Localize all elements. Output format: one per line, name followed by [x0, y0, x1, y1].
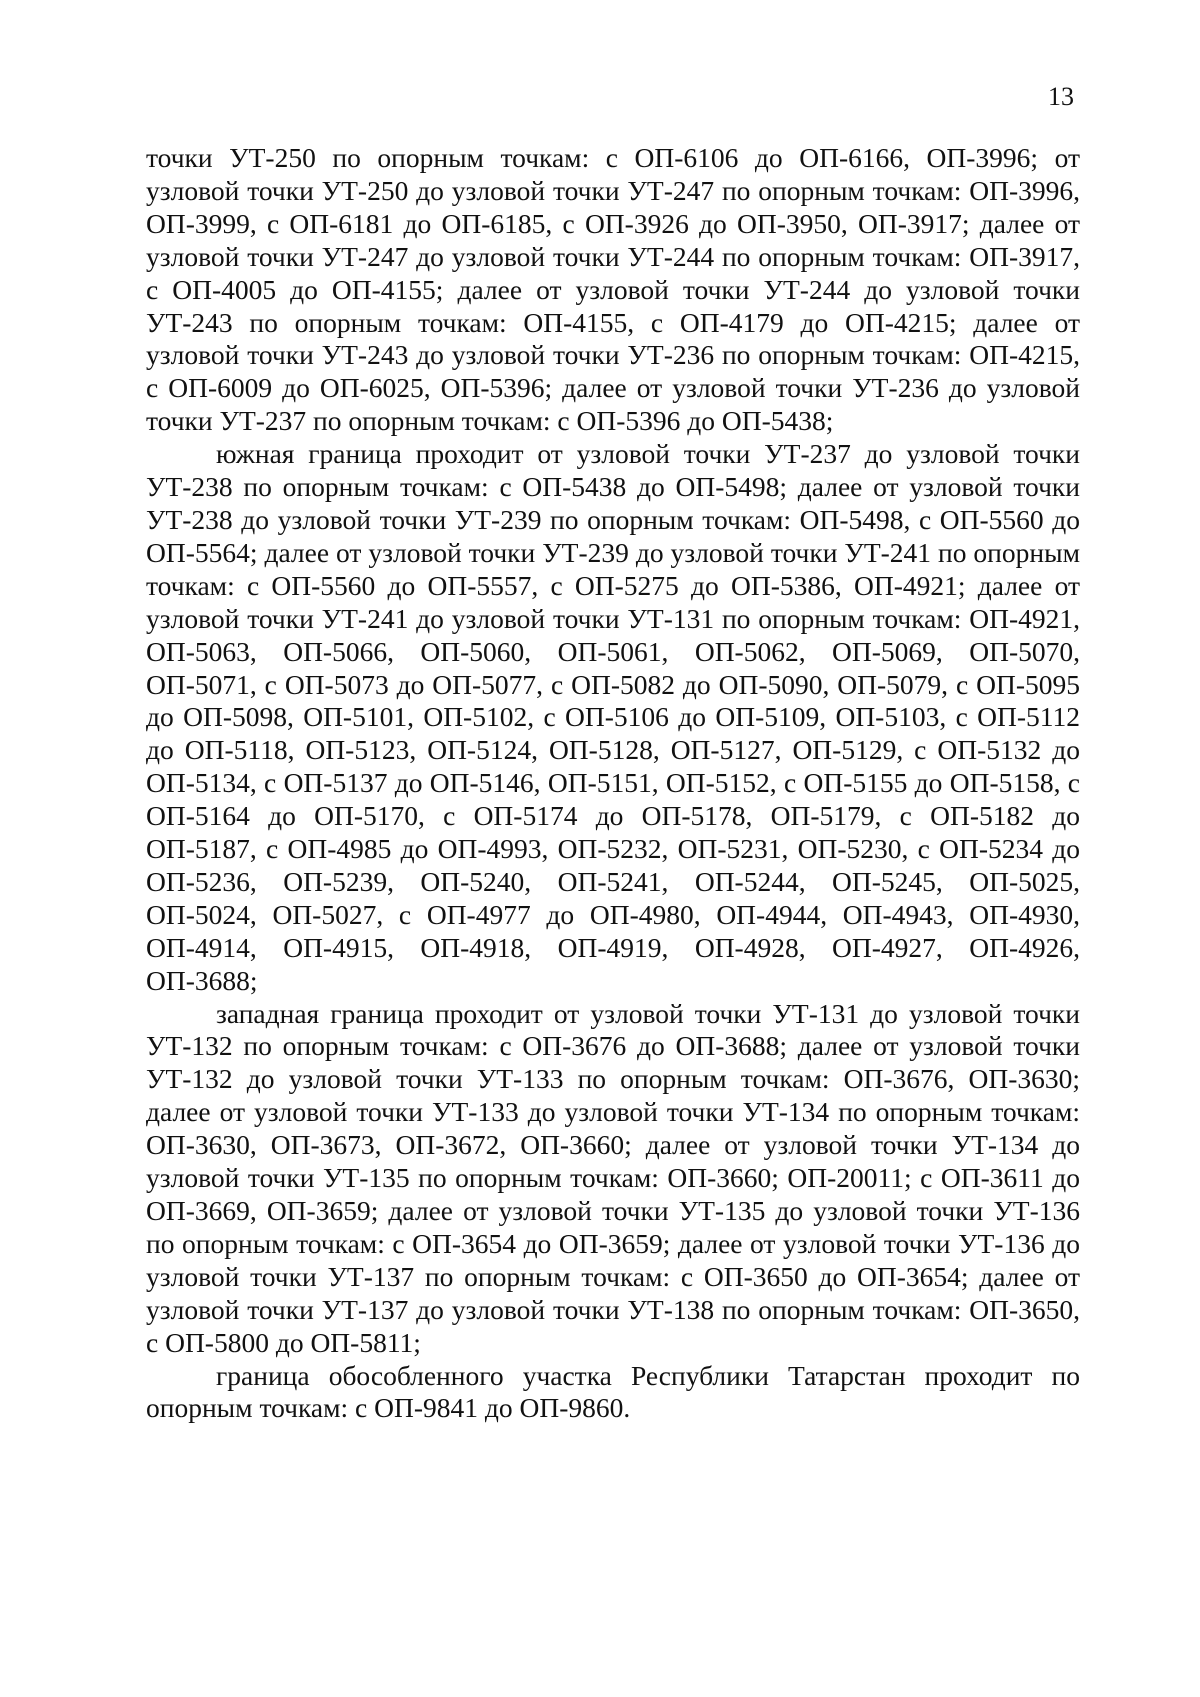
page-number: 13	[1048, 82, 1074, 111]
document-body	[146, 142, 1080, 1425]
paragraph-western-border: западная граница проходит от узловой точки УТ-131 до узловой точки УТ-132 по опорным точкам: с ОП-3676 до ОП-3688; далее от узловой точки УТ-132 до узловой точки УТ-133 по опорным точкам: ОП-3676, ОП-3630; далее от узловой точки УТ-133 до узловой точки УТ-134 по опорным точкам: ОП-3630, ОП-3673, ОП-3672, ОП-3660; далее от узловой точки УТ-134 до узловой точки УТ-135 по опорным точкам: ОП-3660; ОП-20011; с ОП-3611 до ОП-3669, ОП-3659; далее от узловой точки УТ-135 до узловой точки УТ-136 по опорным точкам: с ОП-3654 до ОП-3659; далее от узловой точки УТ-136 до узловой точки УТ-137 по опорным точкам: с ОП-3650 до ОП-3654; далее от узловой точки УТ-137 до узловой точки УТ-138 по опорным точкам: ОП-3650, с ОП-5800 до ОП-5811;	[146, 997, 1080, 1358]
paragraph-continuation: точки УТ-250 по опорным точкам: с ОП-6106 до ОП-6166, ОП-3996; от узловой точки УТ-250 до узловой точки УТ-247 по опорным точкам: ОП-3996, ОП-3999, с ОП-6181 до ОП-6185, с ОП-3926 до ОП-3950, ОП-3917; далее от узловой точки УТ-247 до узловой точки УТ-244 по опорным точкам: ОП-3917, с ОП-4005 до ОП-4155; далее от узловой точки УТ-244 до узловой точки УТ-243 по опорным точкам: ОП-4155, с ОП-4179 до ОП-4215; далее от узловой точки УТ-243 до узловой точки УТ-236 по опорным точкам: ОП-4215, с ОП-6009 до ОП-6025, ОП-5396; далее от узловой точки УТ-236 до узловой точки УТ-237 по опорным точкам: с ОП-5396 до ОП-5438;	[146, 142, 1080, 437]
paragraph-southern-border: южная граница проходит от узловой точки УТ-237 до узловой точки УТ-238 по опорным точкам: с ОП-5438 до ОП-5498; далее от узловой точки УТ-238 до узловой точки УТ-239 по опорным точкам: ОП-5498, с ОП-5560 до ОП-5564; далее от узловой точки УТ-239 до узловой точки УТ-241 по опорным точкам: с ОП-5560 до ОП-5557, с ОП-5275 до ОП-5386, ОП-4921; далее от узловой точки УТ-241 до узловой точки УТ-131 по опорным точкам: ОП-4921, ОП-5063, ОП-5066, ОП-5060, ОП-5061, ОП-5062, ОП-5069, ОП-5070, ОП-5071, с ОП-5073 до ОП-5077, с ОП-5082 до ОП-5090, ОП-5079, с ОП-5095 до ОП-5098, ОП-5101, ОП-5102, с ОП-5106 до ОП-5109, ОП-5103, с ОП-5112 до ОП-5118, ОП-5123, ОП-5124, ОП-5128, ОП-5127, ОП-5129, с ОП-5132 до ОП-5134, с ОП-5137 до ОП-5146, ОП-5151, ОП-5152, с ОП-5155 до ОП-5158, с ОП-5164 до ОП-5170, с ОП-5174 до ОП-5178, ОП-5179, с ОП-5182 до ОП-5187, с ОП-4985 до ОП-4993, ОП-5232, ОП-5231, ОП-5230, с ОП-5234 до ОП-5236, ОП-5239, ОП-5240, ОП-5241, ОП-5244, ОП-5245, ОП-5025, ОП-5024, ОП-5027, с ОП-4977 до ОП-4980, ОП-4944, ОП-4943, ОП-4930, ОП-4914, ОП-4915, ОП-4918, ОП-4919, ОП-4928, ОП-4927, ОП-4926, ОП-3688;	[146, 438, 1080, 996]
paragraph-detached-area-border: граница обособленного участка Республики Татарстан проходит по опорным точкам: с ОП-9841 до ОП-9860.	[146, 1359, 1080, 1424]
